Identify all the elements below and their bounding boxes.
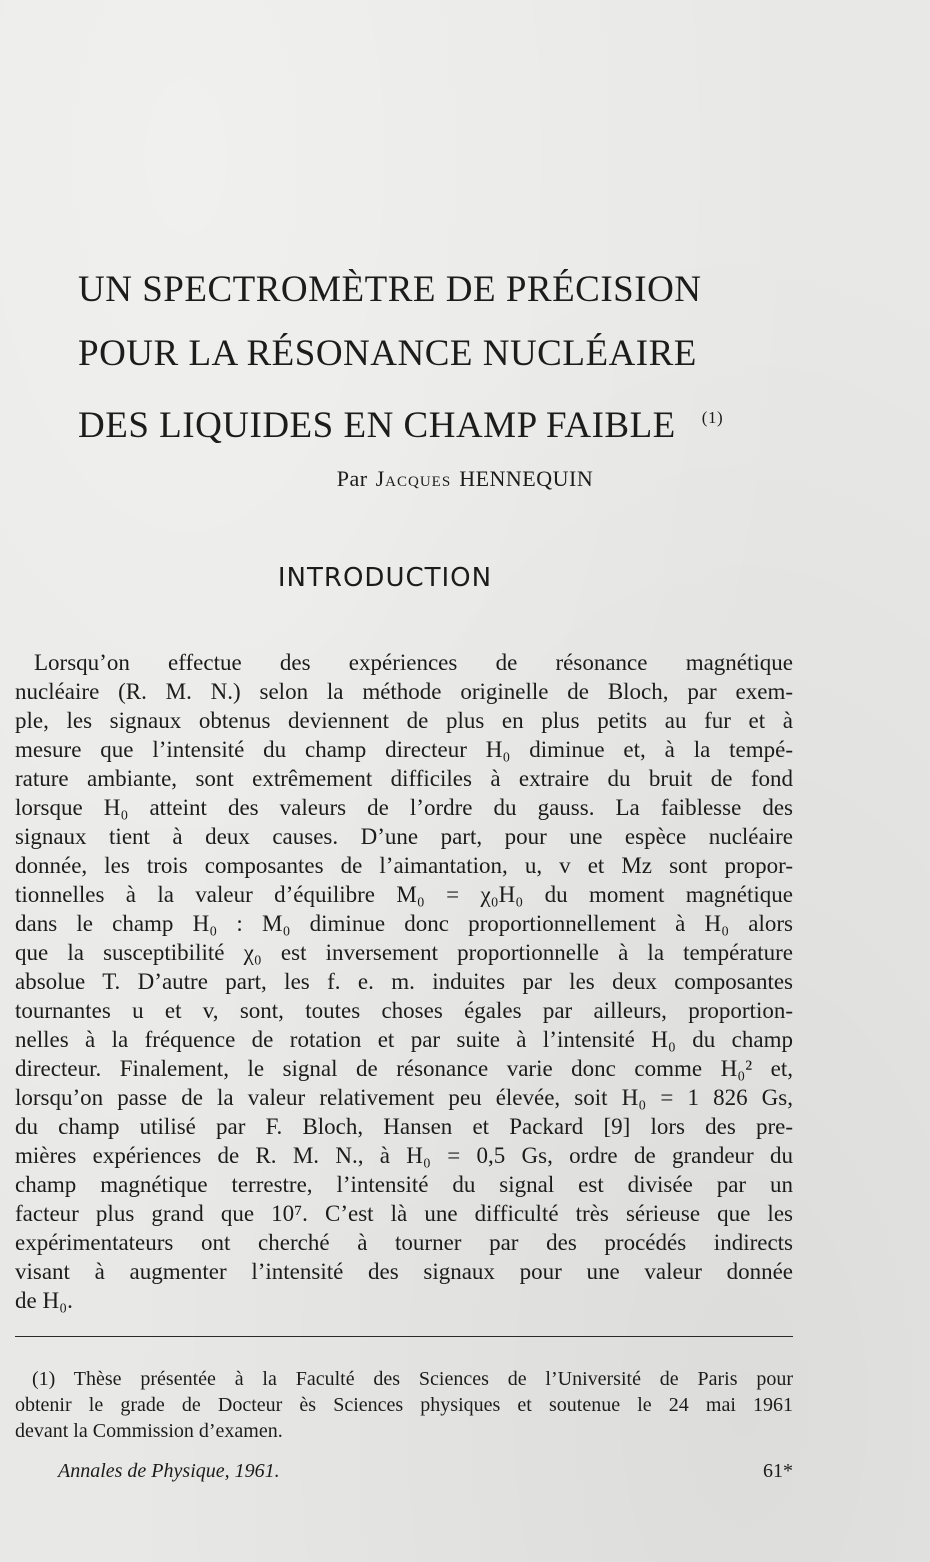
journal-citation: Annales de Physique, 1961. bbox=[58, 1460, 280, 1482]
body-line: visant à augmenter l’intensité des signaux pour une valeur donnée bbox=[15, 1259, 793, 1284]
body-line: nucléaire (R. M. N.) selon la méthode originelle de Bloch, par exem- bbox=[15, 679, 793, 704]
body-line: du champ utilisé par F. Bloch, Hansen et Packard [9] lors des pre- bbox=[15, 1114, 793, 1139]
body-line: absolue T. D’autre part, les f. e. m. induites par les deux composantes bbox=[15, 969, 793, 994]
body-line: tionnelles à la valeur d’équilibre M₀ = χ₀H₀ du moment magnétique bbox=[15, 882, 793, 907]
author-first-name: Jacques bbox=[375, 466, 452, 491]
body-line: lorsqu’on passe de la valeur relativement peu élevée, soit H₀ = 1 826 Gs, bbox=[15, 1085, 793, 1110]
footnote bbox=[15, 1366, 793, 1444]
footnote-line: (1) Thèse présentée à la Faculté des Sciences de l’Université de Paris pour bbox=[32, 1368, 793, 1390]
body-line: nelles à la fréquence de rotation et par suite à l’intensité H₀ du champ bbox=[15, 1027, 793, 1052]
author-last-name: HENNEQUIN bbox=[459, 466, 594, 491]
body-line: Lorsqu’on effectue des expériences de résonance magnétique bbox=[34, 650, 793, 675]
title-footnote-marker: (1) bbox=[701, 408, 724, 427]
section-heading: INTRODUCTION bbox=[277, 563, 493, 593]
body-line: expérimentateurs ont cherché à tourner par des procédés indirects bbox=[15, 1230, 793, 1255]
article-title bbox=[78, 258, 778, 458]
body-line: rature ambiante, sont extrêmement difficiles à extraire du bruit de fond bbox=[15, 766, 793, 791]
body-line: tournantes u et v, sont, toutes choses égales par ailleurs, proportion- bbox=[15, 998, 793, 1023]
body-line: directeur. Finalement, le signal de résonance varie donc comme H₀² et, bbox=[15, 1056, 793, 1081]
title-line-3-text: DES LIQUIDES EN CHAMP FAIBLE bbox=[78, 405, 676, 446]
page-footer bbox=[58, 1460, 793, 1483]
footnote-divider bbox=[15, 1336, 793, 1337]
body-line: signaux tient à deux causes. D’une part, pour une espèce nucléaire bbox=[15, 824, 793, 849]
body-line: que la susceptibilité χ₀ est inversement proportionnelle à la température bbox=[15, 940, 793, 965]
body-line: mesure que l’intensité du champ directeur H₀ diminue et, à la tempé- bbox=[15, 737, 793, 762]
body-line: champ magnétique terrestre, l’intensité du signal est divisée par un bbox=[15, 1172, 793, 1197]
body-line: mières expériences de R. M. N., à H₀ = 0,5 Gs, ordre de grandeur du bbox=[15, 1143, 793, 1168]
author-byline bbox=[0, 466, 930, 492]
body-line: lorsque H₀ atteint des valeurs de l’ordre du gauss. La faiblesse des bbox=[15, 795, 793, 820]
footnote-line: devant la Commission d’examen. bbox=[15, 1420, 283, 1442]
body-line: facteur plus grand que 10⁷. C’est là une difficulté très sérieuse que les bbox=[15, 1201, 793, 1226]
body-line: donnée, les trois composantes de l’aimantation, u, v et Mz sont propor- bbox=[15, 853, 793, 878]
title-line-1: UN SPECTROMÈTRE DE PRÉCISION bbox=[78, 269, 702, 310]
body-paragraph bbox=[15, 648, 793, 1315]
title-line-3 bbox=[78, 386, 778, 458]
author-prefix: Par bbox=[336, 466, 368, 491]
title-line-2: POUR LA RÉSONANCE NUCLÉAIRE bbox=[78, 333, 697, 374]
body-line: ple, les signaux obtenus deviennent de plus en plus petits au fur et à bbox=[15, 708, 793, 733]
body-line: dans le champ H₀ : M₀ diminue donc proportionnellement à H₀ alors bbox=[15, 911, 793, 936]
page-number: 61* bbox=[763, 1460, 793, 1482]
body-line: de H₀. bbox=[15, 1288, 73, 1313]
footnote-line: obtenir le grade de Docteur ès Sciences physiques et soutenue le 24 mai 1961 bbox=[15, 1394, 793, 1416]
